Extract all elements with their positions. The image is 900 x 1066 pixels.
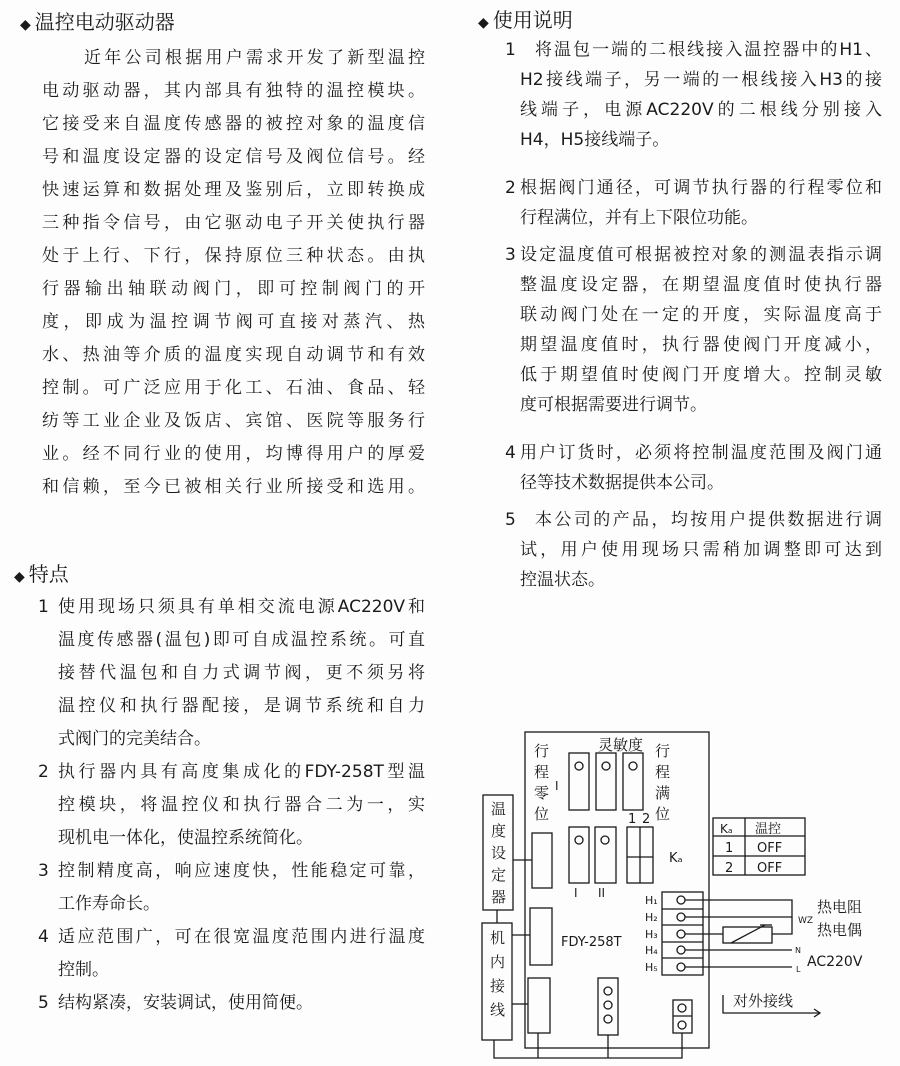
text-line: 业。经不同行业的使用，均博得用户的厚爱 [42,444,425,464]
ka-label: Kₐ [669,851,683,866]
diamond-bullet-icon: ◆ [20,17,31,33]
table-cell: 2 [725,861,734,876]
table-header-temp: 温控 [755,822,782,837]
switch-label-1: 1 [628,812,637,827]
text-line: 工作寿命长。 [58,894,160,914]
text-line: 线端子，电源AC220V的二根线分别接入 [520,100,882,120]
text-line: 行程满位，并有上下限位功能。 [520,208,758,228]
text-line: 现机电一体化，使温控系统简化。 [58,828,313,848]
text-line: 设定温度值可根据被控对象的测温表指示调 [520,245,882,265]
terminal-h3: H₃ [645,928,658,941]
terminal-h5: H₅ [645,961,658,974]
connector-3 [528,978,550,1033]
text-line: 和信赖，至今已被相关行业所接受和选用。 [42,477,425,497]
item-number: 3 [38,861,49,881]
text-line: 度，即成为温控调节阀可直接对蒸汽、热 [42,312,425,332]
item-number: 2 [38,762,49,782]
terminal-h1: H₁ [645,894,658,907]
text-line: 水、热油等介质的温度实现自动调节和有效 [42,345,425,365]
item-number: 5 [505,510,516,530]
text-line: 使用现场只须具有单相交流电源AC220V和 [58,597,425,617]
table-header-ka: Kₐ [720,822,733,836]
item-number: 4 [505,443,516,463]
text-line: 温度传感器(温包)即可自成温控系统。可直 [58,630,425,650]
text-line: 控制。 [58,960,109,980]
sensitivity-label: 灵敏度 [598,736,644,754]
stroke-full-label: 行程满位 [653,743,671,827]
text-line: 将温包一端的二根线接入温控器中的H1、 [535,40,882,60]
internal-wiring-label: 机内接线 [488,930,506,1026]
text-line: 度可根据需要进行调节。 [520,395,707,415]
n-label: N [795,946,801,955]
text-line: 电动驱动器，其内部具有独特的温控模块。 [42,81,425,101]
text-line: 期望温度值时，执行器使阀门开度减小， [520,335,882,355]
title-text: 特点 [28,562,69,586]
text-line: 结构紧凑，安装调试，使用简便。 [58,993,313,1013]
temp-setter-label: 温度设定器 [489,801,507,911]
l-label: L [796,965,801,974]
pot-label-i: I [574,886,578,900]
text-line: 低于期望值时使阀门开度增大。控制灵敏 [520,365,882,385]
diamond-bullet-icon: ◆ [478,15,489,31]
text-line: 它接受来自温度传感器的被控对象的温度信 [42,114,425,134]
table-cell: 1 [725,841,734,856]
text-line: 控模块，将温控仪和执行器合二为一，实 [58,795,425,815]
text-line: 控温状态。 [520,570,605,590]
terminal-h4: H₄ [645,944,658,957]
rtd-label: 热电阻 [817,898,863,916]
ka-switch [627,827,653,883]
stroke-zero-label: 行程零位 [532,743,550,827]
text-line: 接替代温包和自力式调节阀，更不须另将 [58,663,425,683]
text-line: 适应范围广，可在很宽温度范围内进行温度 [58,927,425,947]
title-text: 使用说明 [492,8,573,32]
text-line: 纺等工业企业及饭店、宾馆、医院等服务行 [42,411,425,431]
thermocouple-label: 热电偶 [817,921,863,939]
title-text: 温控电动驱动器 [34,10,175,34]
text-line: 快速运算和数据处理及鉴别后，立即转换成 [42,180,425,200]
pot-label-ii: II [598,886,606,900]
item-number: 1 [38,597,49,617]
text-line: 径等技术数据提供本公司。 [520,473,724,493]
two-hole-connector [673,1000,692,1033]
text-line: 号和温度设定器的设定信号及阀位信号。经 [42,147,425,167]
connector-1 [532,833,552,888]
text-line: 行器输出轴联动阀门，即可控制阀门的开 [42,279,425,299]
power-label: AC220V [807,954,863,970]
text-line: 控制。可广泛应用于化工、石油、食品、轻 [42,378,425,398]
text-line: 本公司的产品，均按用户提供数据进行调 [535,510,882,530]
text-line: 联动阀门处在一定的开度，实际温度高于 [520,305,882,325]
text-line: 控制精度高，响应速度快，性能稳定可靠， [58,861,425,881]
text-line: 式阀门的完美结合。 [58,729,211,749]
table-cell: OFF [757,841,783,856]
text-line: 三种指令信号，由它驱动电子开关使执行器 [42,213,425,233]
model-label: FDY-258T [561,935,622,950]
terminal-h2: H₂ [645,911,658,924]
table-cell: OFF [757,861,783,876]
wz-label: WZ [798,916,814,926]
item-number: 1 [505,40,516,60]
text-line: 整温度设定器，在期望温度值时使执行器 [520,275,882,295]
connector-2 [530,908,552,965]
external-wiring-label: 对外接线 [733,992,794,1010]
item-number: 5 [38,993,49,1013]
pot-label-1: I [555,779,559,793]
three-hole-connector [598,978,618,1035]
text-line: 试，用户使用现场只需稍加调整即可达到 [520,540,882,560]
item-number: 3 [505,245,516,265]
switch-label-2: 2 [642,812,651,827]
diamond-bullet-icon: ◆ [14,569,25,585]
thermistor-symbol [723,925,772,943]
text-line: H2接线端子，另一端的一根线接入H3的接 [520,70,882,90]
text-line: 处于上行、下行，保持原位三种状态。由执 [42,246,425,266]
item-number: 4 [38,927,49,947]
text-line: 执行器内具有高度集成化的FDY-258T型温 [58,762,425,782]
item-number: 2 [505,178,516,198]
text-line: 根据阀门通径，可调节执行器的行程零位和 [520,178,882,198]
text-line: 用户订货时，必须将控制温度范围及阀门通 [520,443,882,463]
text-line: 近年公司根据用户需求开发了新型温控 [84,48,425,68]
text-line: H4，H5接线端子。 [520,130,670,150]
text-line: 温控仪和执行器配接，是调节系统和自力 [58,696,425,716]
